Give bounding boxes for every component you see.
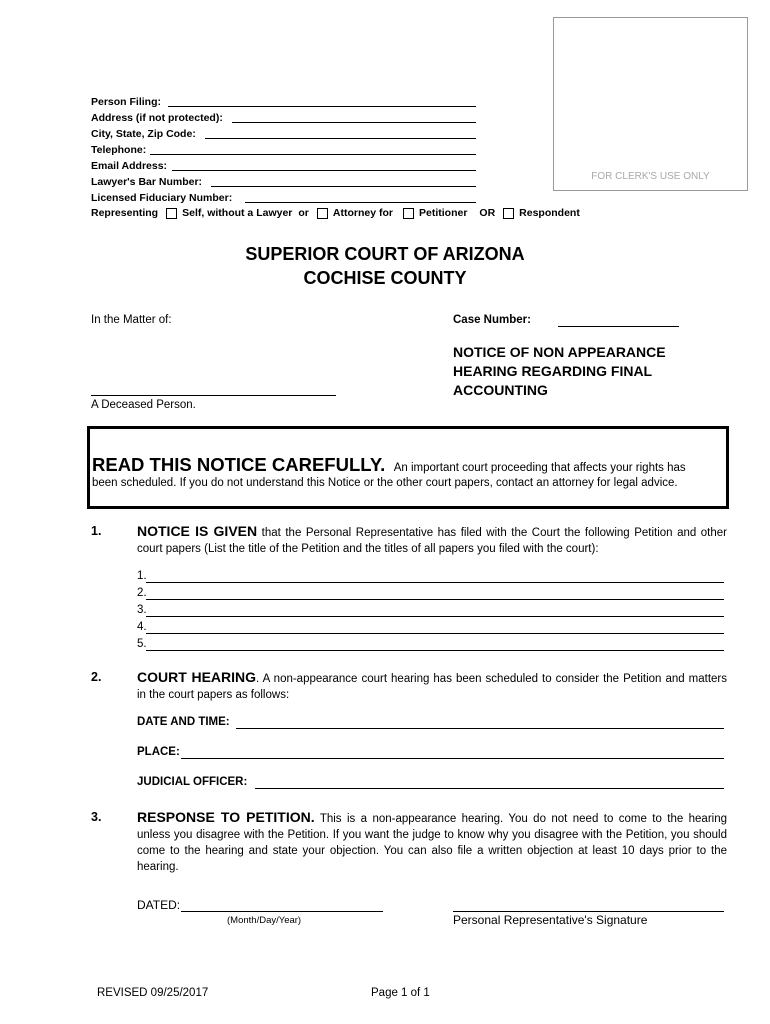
matter-label: In the Matter of: <box>91 314 172 326</box>
court-name: SUPERIOR COURT OF ARIZONA <box>245 244 525 264</box>
section-3-heading: RESPONSE TO PETITION. <box>137 809 315 825</box>
paper-item-5-field[interactable] <box>146 650 724 651</box>
place-label: PLACE: <box>137 746 180 758</box>
paper-item-1-field[interactable] <box>146 582 724 583</box>
petitioner-checkbox[interactable] <box>403 208 414 219</box>
county-name: COCHISE COUNTY <box>303 268 467 288</box>
paper-item-4-label: 4. <box>137 621 147 633</box>
deceased-person-label: A Deceased Person. <box>91 399 196 411</box>
paper-item-3-field[interactable] <box>146 616 724 617</box>
section-1-heading: NOTICE IS GIVEN <box>137 523 258 539</box>
email-label: Email Address: <box>91 160 168 172</box>
bar-number-field[interactable] <box>211 186 476 187</box>
petitioner-option-label: Petitioner <box>418 207 468 219</box>
paper-item-3-label: 3. <box>137 604 147 616</box>
paper-item-1-label: 1. <box>137 570 147 582</box>
section-3-number: 3. <box>91 810 102 824</box>
section-2-paragraph <box>137 669 727 703</box>
section-3-text: This is a non-appearance hearing. You do not need to come to the hearing unless you disagree with the Petition. If you want the judge to know why you disagree with the Petition, you should come to the hearing and state your objection. You can also file a written objection at least 10 days prior to the hearing. <box>137 813 728 873</box>
warning-text-1: An important court proceeding that affects your rights has <box>393 462 686 474</box>
judicial-officer-label: JUDICIAL OFFICER: <box>137 776 248 788</box>
signature-field[interactable] <box>453 911 724 912</box>
attorney-option-label: Attorney for <box>332 207 393 219</box>
email-field[interactable] <box>172 170 476 171</box>
warning-text-2: been scheduled. If you do not understand this Notice or the other court papers, contact an attorney for legal advice. <box>92 477 678 489</box>
notice-title: NOTICE OF NON APPEARANCE HEARING REGARDING FINAL ACCOUNTING <box>453 344 666 398</box>
section-3-paragraph <box>137 809 727 875</box>
clerk-use-label: FOR CLERK'S USE ONLY <box>591 171 710 182</box>
person-filing-label: Person Filing: <box>91 96 162 108</box>
warning-heading: READ THIS NOTICE CAREFULLY. <box>92 454 386 475</box>
address-field[interactable] <box>232 122 476 123</box>
case-number-label: Case Number: <box>453 314 531 326</box>
representing-label: Representing <box>91 207 159 219</box>
dated-label: DATED: <box>137 898 181 912</box>
section-1-paragraph <box>137 523 727 557</box>
telephone-field[interactable] <box>150 154 476 155</box>
paper-item-2-label: 2. <box>137 587 147 599</box>
page-number: Page 1 of 1 <box>371 987 430 999</box>
dated-field[interactable] <box>181 911 383 912</box>
telephone-label: Telephone: <box>91 144 147 156</box>
fiduciary-number-label: Licensed Fiduciary Number: <box>91 192 233 204</box>
representing-row <box>91 205 580 221</box>
section-2-text: . A non-appearance court hearing has been scheduled to consider the Petition and matters in the court papers as follows: <box>137 673 727 701</box>
decedent-name-field[interactable] <box>91 395 336 396</box>
address-label: Address (if not protected): <box>91 112 223 124</box>
place-field[interactable] <box>181 758 724 759</box>
signature-label: Personal Representative's Signature <box>453 913 648 927</box>
section-1-text: that the Personal Representative has filed with the Court the following Petition and other court papers (List the title of the Petition and the titles of all papers you filed with the court): <box>137 527 728 555</box>
date-time-label: DATE AND TIME: <box>137 716 230 728</box>
paper-item-2-field[interactable] <box>146 599 724 600</box>
warning-box <box>87 426 729 509</box>
bar-number-label: Lawyer's Bar Number: <box>91 176 203 188</box>
case-number-field[interactable] <box>558 326 679 327</box>
self-option-label: Self, without a Lawyer <box>182 207 293 219</box>
respondent-checkbox[interactable] <box>503 208 514 219</box>
city-state-zip-label: City, State, Zip Code: <box>91 128 196 140</box>
attorney-checkbox[interactable] <box>317 208 328 219</box>
self-checkbox[interactable] <box>166 208 177 219</box>
section-2-heading: COURT HEARING <box>137 669 257 685</box>
person-filing-field[interactable] <box>168 106 476 107</box>
respondent-option-label: Respondent <box>519 207 580 219</box>
clerk-use-box <box>553 17 748 191</box>
paper-item-4-field[interactable] <box>146 633 724 634</box>
or-text-2: OR <box>479 207 496 219</box>
judicial-officer-field[interactable] <box>255 788 724 789</box>
date-format-hint: (Month/Day/Year) <box>227 915 302 926</box>
section-1-number: 1. <box>91 524 102 538</box>
date-time-field[interactable] <box>236 728 724 729</box>
section-2-number: 2. <box>91 670 102 684</box>
revised-date: REVISED 09/25/2017 <box>97 987 209 999</box>
paper-item-5-label: 5. <box>137 638 147 650</box>
city-state-zip-field[interactable] <box>205 138 476 139</box>
fiduciary-number-field[interactable] <box>245 202 476 203</box>
or-text: or <box>298 207 309 219</box>
